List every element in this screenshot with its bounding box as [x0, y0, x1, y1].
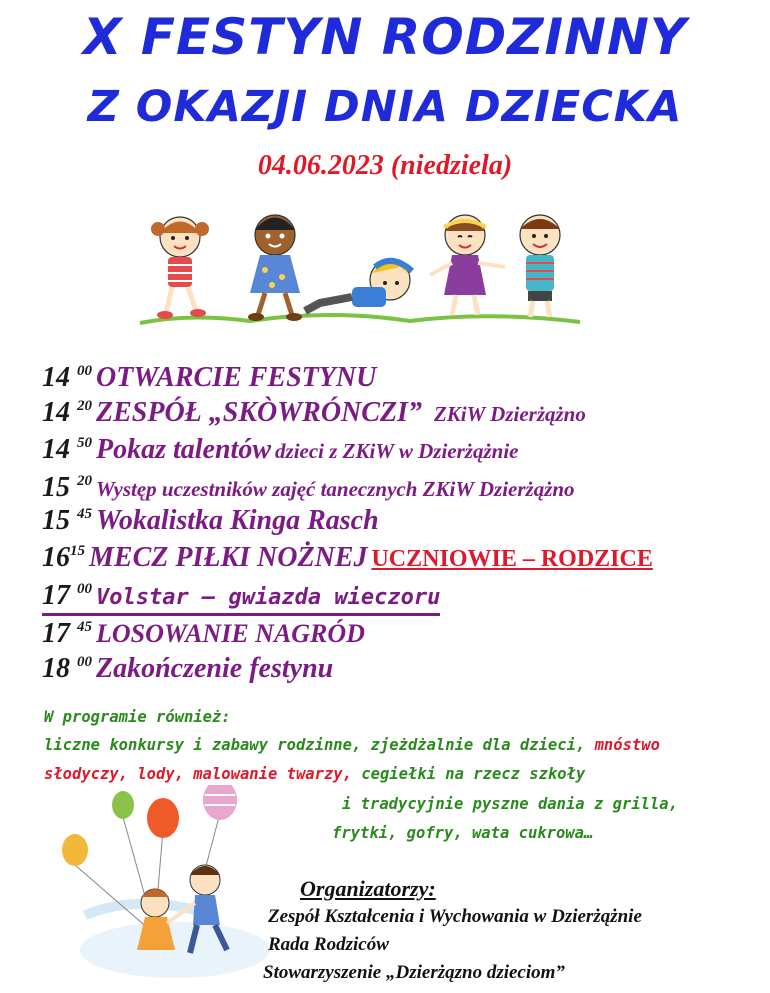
schedule-item-highlight: 17 $^{00}$ Volstar – gwiazda wieczoru: [42, 580, 440, 616]
schedule-item: 14 $^{50}$ Pokaz talentów dzieci z ZKiW w Dzierżążnie: [42, 434, 519, 465]
organizer-item: Rada Rodziców: [268, 934, 389, 955]
schedule-item: 15 $^{20}$ Występ uczestników zajęć tanecznych ZKiW Dzierżążno: [42, 472, 575, 503]
kids-with-balloons-illustration: [55, 785, 280, 985]
schedule-item: 14 $^{20}$ ZESPÓŁ „SKÒWRÓNCZI” ZKiW Dzierżążno: [42, 397, 586, 428]
schedule-item: $16^{15}$ MECZ PIŁKI NOŻNEJ UCZNIOWIE – RODZICE: [42, 542, 653, 573]
program-line-3: i tradycyjnie pyszne dania z grilla,: [342, 795, 678, 813]
schedule-item: 17 $^{45}$ LOSOWANIE NAGRÓD: [42, 618, 365, 649]
event-date: 04.06.2023 (niedziela): [257, 150, 513, 181]
schedule-item: 14 $^{00}$ OTWARCIE FESTYNU: [42, 362, 377, 393]
program-line-4: frytki, gofry, wata cukrowa…: [332, 824, 594, 842]
schedule-item: 15 $^{45}$ Wokalistka Kinga Rasch: [42, 505, 379, 536]
program-line-1: liczne konkursy i zabawy rodzinne, zjeżdżalnie dla dzieci, mnóstwo: [44, 736, 660, 754]
program-line-2: słodyczy, lody, malowanie twarzy, cegiełki na rzecz szkoły: [44, 765, 586, 783]
poster-title: X FESTYN RODZINNY: [82, 8, 688, 66]
kids-playing-illustration: [130, 205, 590, 330]
program-heading: W programie również:: [44, 708, 231, 726]
organizer-item: Stowarzyszenie „Dzierżązno dzieciom”: [263, 962, 565, 983]
schedule-item: 18 $^{00}$ Zakończenie festynu: [42, 653, 334, 684]
organizer-item: Zespół Kształcenia i Wychowania w Dzierżążnie: [268, 906, 642, 927]
poster-subtitle: Z OKAZJI DNIA DZIECKA: [87, 82, 683, 132]
organizers-heading: Organizatorzy:: [300, 876, 436, 901]
